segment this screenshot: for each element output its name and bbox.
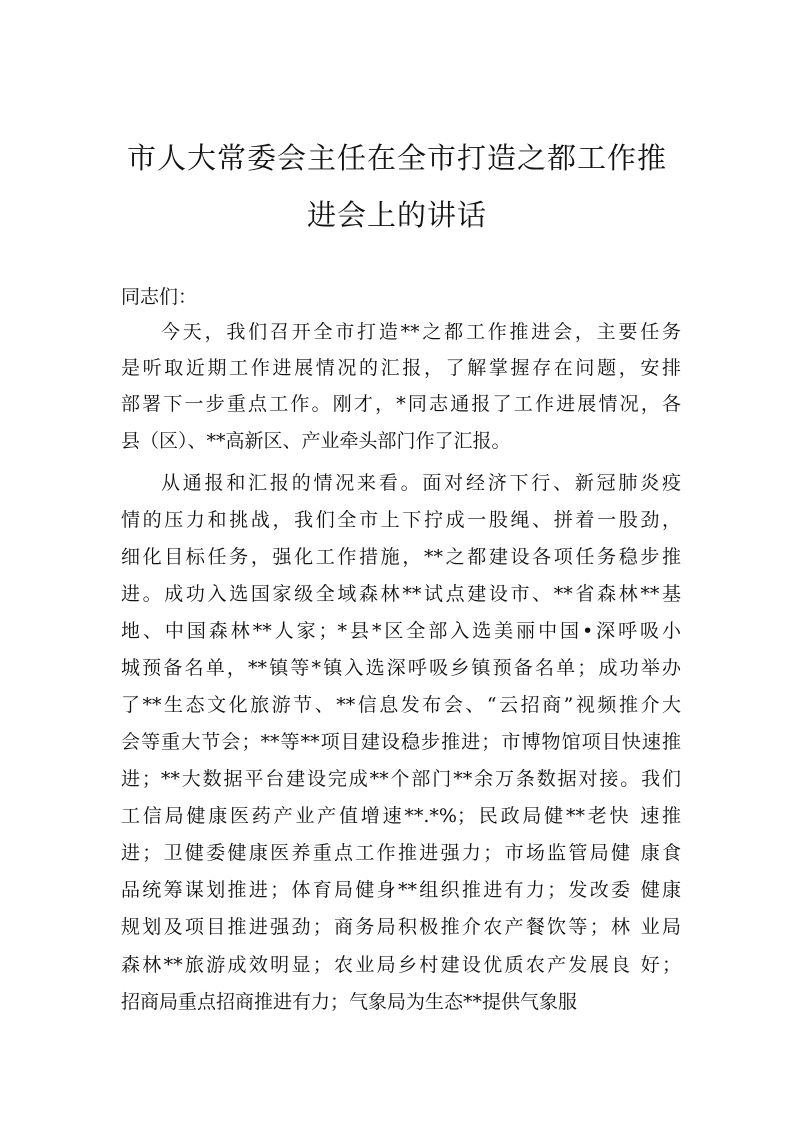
paragraph-2-line: 城预备名单，**镇等*镇入选深呼吸乡镇预备名单；成功举办 (121, 657, 681, 679)
paragraph-2-line: 进；**大数据平台建设完成**个部门**余万条数据对接。我们 (121, 768, 681, 790)
paragraph-2-line: 地、中国森林**人家；*县*区全部入选美丽中国•深呼吸小 (121, 620, 681, 642)
paragraph-2-line: 工信局健康医药产业产值增速**.*%；民政局健**老快 速推 (121, 805, 681, 827)
document-title-line-2: 进会上的讲话 (306, 198, 487, 232)
document-title-line-1: 市人大常委会主任在全市打造之都工作推 (126, 141, 667, 175)
paragraph-1-line: 是听取近期工作进展情况的汇报，了解掌握存在问题，安排 (121, 357, 681, 379)
paragraph-2-line: 进；卫健委健康医养重点工作推进强力；市场监管局健 康食 (121, 842, 681, 864)
salutation: 同志们： (121, 286, 198, 308)
paragraph-2-line: 规划及项目推进强劲；商务局积极推介农产餐饮等；林 业局 (121, 916, 681, 938)
paragraph-1-line: 县（区）、**高新区、产业牵头部门作了汇报。 (121, 430, 511, 452)
paragraph-2-line: 从通报和汇报的情况来看。面对经济下行、新冠肺炎疫 (161, 472, 681, 494)
paragraph-1-line: 今天，我们召开全市打造**之都工作推进会，主要任务 (161, 321, 681, 343)
paragraph-1-line: 部署下一步重点工作。刚才，*同志通报了工作进展情况，各 (121, 393, 681, 415)
paragraph-2-line: 进。成功入选国家级全域森林**试点建设市、**省森林**基 (121, 583, 681, 605)
paragraph-2-line: 招商局重点招商推进有力；气象局为生态**提供气象服 (121, 991, 578, 1013)
paragraph-2-line: 细化目标任务，强化工作措施，**之都建设各项任务稳步推 (121, 546, 681, 568)
paragraph-2-line: 森林**旅游成效明显；农业局乡村建设优质农产发展良 好； (121, 954, 681, 976)
paragraph-2-line: 了**生态文化旅游节、**信息发布会、“云招商”视频推介大 (121, 694, 681, 716)
paragraph-2-line: 会等重大节会；**等**项目建设稳步推进；市博物馆项目快速推 (121, 731, 681, 753)
paragraph-2-line: 品统筹谋划推进；体育局健身**组织推进有力；发改委 健康 (121, 879, 681, 901)
paragraph-2-line: 情的压力和挑战，我们全市上下拧成一股绳、拼着一股劲， (121, 509, 681, 531)
